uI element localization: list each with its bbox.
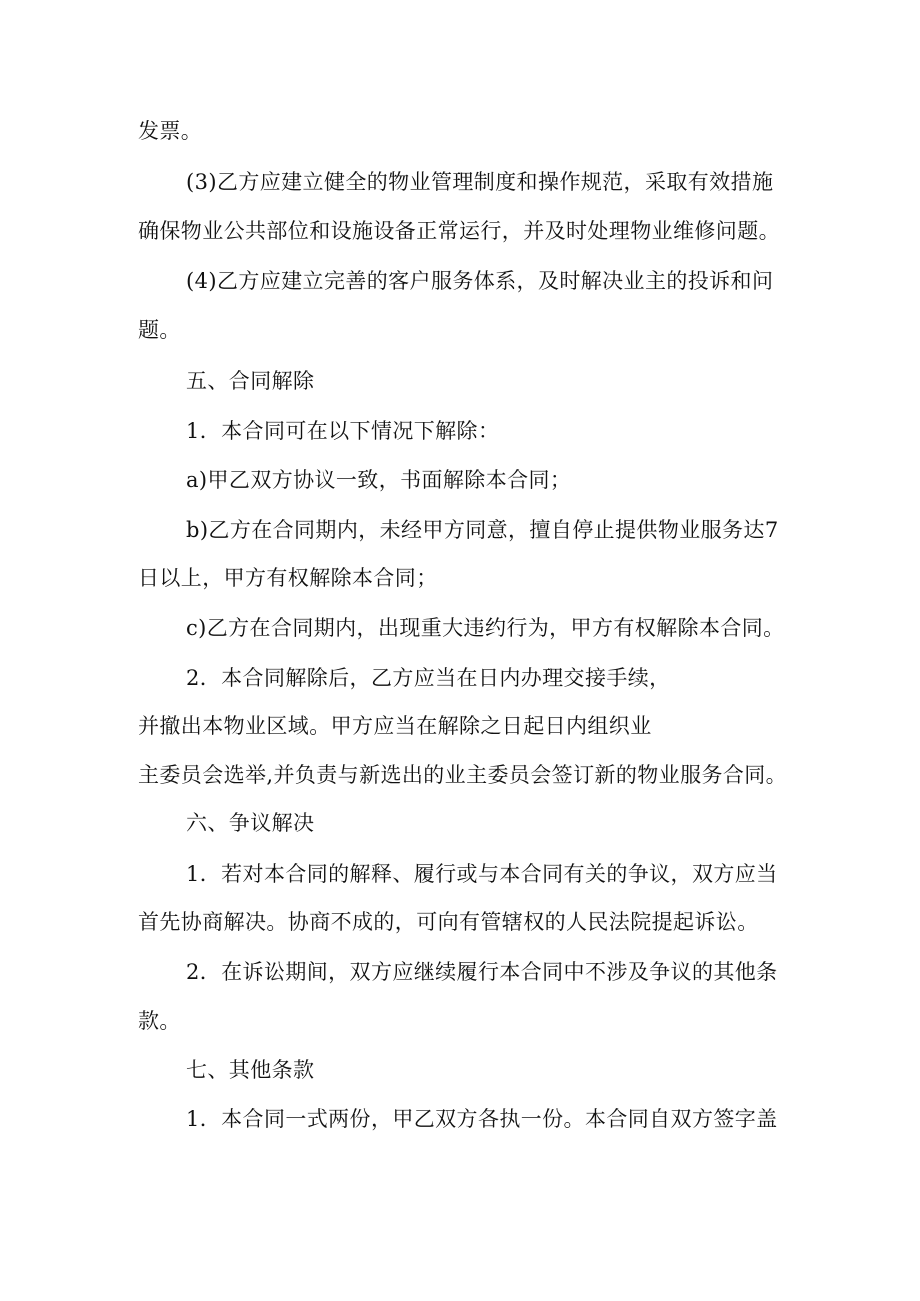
clause-5-1-a: a)甲乙双方协议一致，书面解除本合同； <box>186 468 572 492</box>
clause-5-2-line-1: 2．本合同解除后，乙方应当在日内办理交接手续， <box>186 666 671 690</box>
section-heading-6: 六、争议解决 <box>186 811 315 835</box>
clause-4-3-line-2: 确保物业公共部位和设施设备正常运行，并及时处理物业维修问题。 <box>138 219 780 243</box>
paragraph-line: 发票。 <box>138 119 203 143</box>
clause-6-1-line-2: 首先协商解决。协商不成的，可向有管辖权的人民法院提起诉讼。 <box>138 910 759 934</box>
clause-4-4-line-2: 题。 <box>138 318 181 342</box>
clause-5-2-line-3: 主委员会选举,并负责与新选出的业主委员会签订新的物业服务合同。 <box>138 763 788 787</box>
clause-6-1-line-1: 1．若对本合同的解释、履行或与本合同有关的争议，双方应当 <box>186 862 778 886</box>
clause-4-3-line-1: (3)乙方应建立健全的物业管理制度和操作规范，采取有效措施 <box>186 170 774 194</box>
clause-7-1-line-1: 1．本合同一式两份，甲乙双方各执一份。本合同自双方签字盖 <box>186 1107 778 1131</box>
clause-6-2-line-2: 款。 <box>138 1009 181 1033</box>
clause-4-4-line-1: (4)乙方应建立完善的客户服务体系，及时解决业主的投诉和问 <box>186 269 774 293</box>
clause-5-1-line-1: 1．本合同可在以下情况下解除： <box>186 419 500 443</box>
section-heading-7: 七、其他条款 <box>186 1058 315 1082</box>
clause-5-2-line-2: 并撤出本物业区域。甲方应当在解除之日起日内组织业 <box>138 714 652 738</box>
clause-6-2-line-1: 2．在诉讼期间，双方应继续履行本合同中不涉及争议的其他条 <box>186 960 778 984</box>
clause-5-1-b-line-2: 日以上，甲方有权解除本合同； <box>138 566 438 590</box>
section-heading-5: 五、合同解除 <box>186 369 315 393</box>
clause-5-1-b-line-1: b)乙方在合同期内，未经甲方同意，擅自停止提供物业服务达7 <box>186 518 779 542</box>
clause-5-1-c: c)乙方在合同期内，出现重大违约行为，甲方有权解除本合同。 <box>186 616 785 640</box>
